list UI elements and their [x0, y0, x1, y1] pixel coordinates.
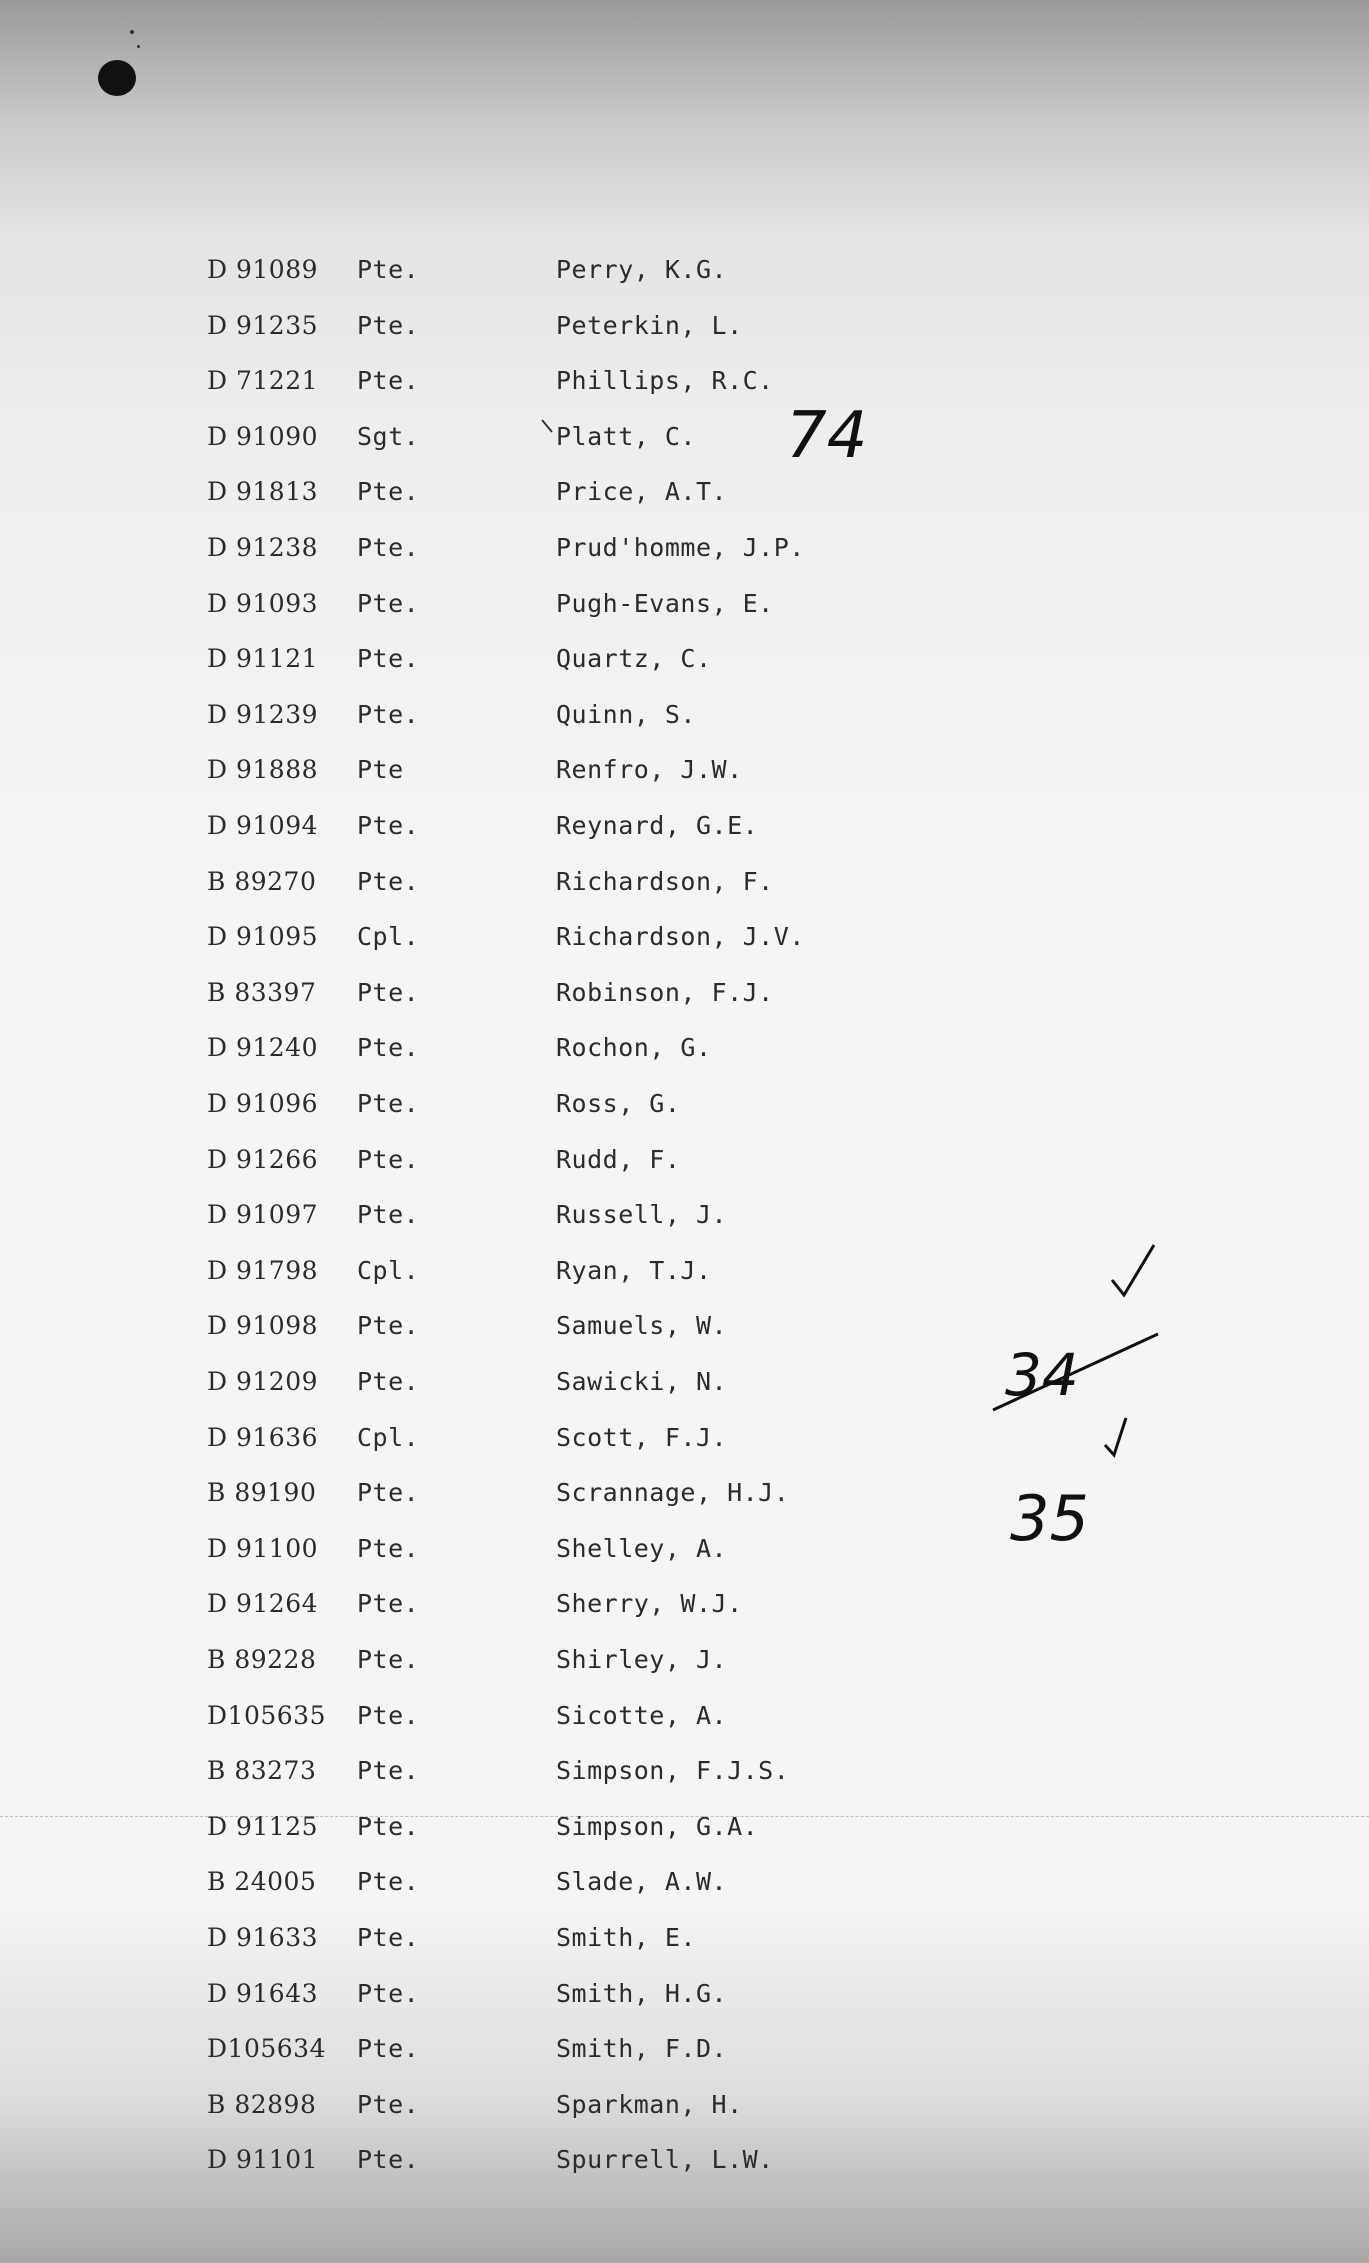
rank: Cpl.	[357, 1255, 420, 1285]
service-number: D 91643	[207, 1978, 319, 2008]
rank: Pte.	[357, 1923, 420, 1952]
rank: Pte.	[357, 644, 420, 674]
soldier-name: Perry, K.G.	[556, 255, 728, 284]
handwritten-page-number: 74	[786, 399, 868, 473]
rank: Pte.	[357, 1533, 420, 1563]
soldier-name: Simpson, G.A.	[556, 1811, 759, 1841]
soldier-name: Sicotte, A.	[556, 1700, 728, 1730]
rank: Pte.	[357, 1978, 420, 2008]
rank: Pte.	[357, 1367, 420, 1396]
service-number: B 89190	[207, 1478, 317, 1508]
service-number: D 91100	[207, 1533, 319, 1563]
service-number: D 91090	[207, 421, 319, 451]
soldier-name: Smith, F.D.	[556, 2034, 728, 2064]
service-number: D 91101	[207, 2145, 319, 2175]
handwritten-count: 35	[1010, 1482, 1089, 1555]
service-number: D 91094	[207, 811, 319, 840]
rank: Cpl.	[357, 1422, 420, 1452]
service-number: D 91089	[207, 255, 319, 284]
rank: Pte.	[357, 255, 420, 284]
soldier-name: Russell, J.	[556, 1200, 728, 1230]
rank: Pte.	[357, 366, 420, 396]
service-number: B 89270	[207, 866, 317, 896]
soldier-name: Slade, A.W.	[556, 1867, 728, 1897]
service-number: D 91093	[207, 588, 319, 618]
service-number: D 91125	[207, 1811, 319, 1841]
soldier-name: Spurrell, L.W.	[556, 2145, 774, 2175]
service-number: B 89228	[207, 1645, 317, 1674]
soldier-name: Prud'homme, J.P.	[556, 533, 805, 562]
service-number: D 91636	[207, 1422, 319, 1452]
rank: Pte.	[357, 1756, 420, 1786]
soldier-name: Samuels, W.	[556, 1311, 728, 1341]
rank: Pte.	[357, 1867, 420, 1897]
rank: Cpl.	[357, 922, 420, 952]
rank: Pte.	[357, 1645, 420, 1674]
service-number: B 82898	[207, 2089, 317, 2119]
service-number: D 91095	[207, 922, 319, 952]
rank: Pte.	[357, 1311, 420, 1341]
service-number: D 91098	[207, 1311, 319, 1341]
soldier-name: Ryan, T.J.	[556, 1255, 712, 1285]
rank: Pte.	[357, 2089, 420, 2119]
soldier-name: Simpson, F.J.S.	[556, 1756, 790, 1786]
soldier-name: Scrannage, H.J.	[556, 1478, 790, 1508]
service-number: B 83273	[207, 1756, 317, 1786]
soldier-name: Smith, H.G.	[556, 1978, 728, 2008]
soldier-name: Renfro, J.W.	[556, 755, 743, 785]
service-number: D 91209	[207, 1367, 319, 1396]
soldier-name: Quartz, C.	[556, 644, 712, 674]
service-number: D 91240	[207, 1033, 319, 1063]
rank: Pte.	[357, 811, 420, 840]
service-number: D 91239	[207, 699, 319, 729]
rank: Pte.	[357, 533, 420, 562]
service-number: D105635	[207, 1700, 326, 1730]
rank: Pte.	[357, 866, 420, 896]
soldier-name: Reynard, G.E.	[556, 811, 759, 840]
soldier-name: Shirley, J.	[556, 1645, 728, 1674]
rank: Pte.	[357, 477, 420, 507]
service-number: D 91266	[207, 1144, 319, 1174]
soldier-name: Richardson, F.	[556, 866, 774, 896]
service-number: D 71221	[207, 366, 319, 396]
soldier-name: Quinn, S.	[556, 699, 696, 729]
service-number: D 91238	[207, 533, 319, 562]
soldier-name: Phillips, R.C.	[556, 366, 774, 396]
soldier-name: Rudd, F.	[556, 1144, 681, 1174]
soldier-name: Price, A.T.	[556, 477, 728, 507]
soldier-name: Sawicki, N.	[556, 1367, 728, 1396]
service-number: D 91264	[207, 1589, 319, 1619]
rank: Pte	[357, 755, 404, 785]
check-mark-icon	[1112, 1245, 1154, 1295]
rank: Pte.	[357, 310, 420, 340]
rank: Pte.	[357, 2145, 420, 2175]
rank: Sgt.	[357, 421, 420, 451]
soldier-name: Sparkman, H.	[556, 2089, 743, 2119]
service-number: D 91121	[207, 644, 319, 674]
service-number: D 91633	[207, 1923, 319, 1952]
rank: Pte.	[357, 977, 420, 1007]
rank: Pte.	[357, 1089, 420, 1118]
soldier-name: Smith, E.	[556, 1923, 696, 1952]
soldier-name: Robinson, F.J.	[556, 977, 774, 1007]
soldier-name: Pugh-Evans, E.	[556, 588, 774, 618]
handwritten-count-struck: 34	[1005, 1341, 1079, 1409]
rank: Pte.	[357, 1589, 420, 1619]
soldier-name: Rochon, G.	[556, 1033, 712, 1063]
soldier-name: Shelley, A.	[556, 1533, 728, 1563]
service-number: D 91888	[207, 755, 319, 785]
rank: Pte.	[357, 1144, 420, 1174]
service-number: B 24005	[207, 1867, 317, 1897]
rank: Pte.	[357, 1478, 420, 1508]
rank: Pte.	[357, 1811, 420, 1841]
rank: Pte.	[357, 1200, 420, 1230]
rank: Pte.	[357, 1700, 420, 1730]
service-number: D 91813	[207, 477, 319, 507]
rank: Pte.	[357, 588, 420, 618]
service-number: D 91097	[207, 1200, 319, 1230]
soldier-name: Platt, C.	[556, 421, 696, 451]
check-mark-icon	[1105, 1418, 1126, 1455]
service-number: B 83397	[207, 977, 317, 1007]
soldier-name: Ross, G.	[556, 1089, 681, 1118]
service-number: D105634	[207, 2034, 326, 2064]
rank: Pte.	[357, 2034, 420, 2064]
service-number: D 91096	[207, 1089, 319, 1118]
service-number: D 91235	[207, 310, 319, 340]
service-number: D 91798	[207, 1255, 319, 1285]
soldier-name: Sherry, W.J.	[556, 1589, 743, 1619]
soldier-name: Richardson, J.V.	[556, 922, 805, 952]
soldier-name: Peterkin, L.	[556, 310, 743, 340]
rank: Pte.	[357, 1033, 420, 1063]
soldier-name: Scott, F.J.	[556, 1422, 728, 1452]
rank: Pte.	[357, 699, 420, 729]
tick-mark-icon	[542, 420, 552, 432]
